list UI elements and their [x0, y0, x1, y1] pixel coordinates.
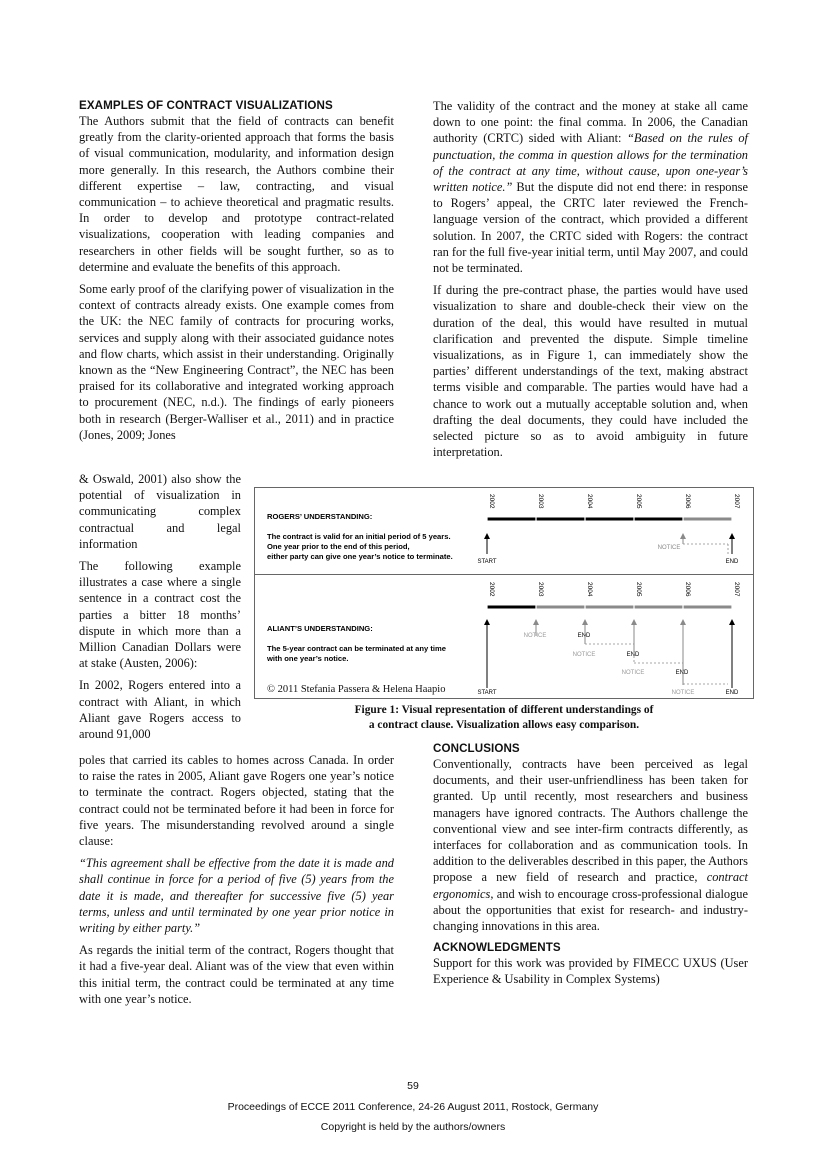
aliant-end-label: END	[675, 670, 689, 676]
quote	[79, 855, 394, 936]
text-run: But the dispute did not end there: in response to Rogers’ appeal, the CRTC later reviewed the French-language version of the contract, which provided a different solution. In 2007, the CRTC sided with Rogers: the contract ran for the full five-year initial term, until May 2007, and could not be terminated.	[433, 180, 748, 276]
rogers-year-label: 2004	[586, 494, 593, 509]
aliant-end-label: END	[725, 690, 739, 696]
rogers-line2: One year prior to the end of this period,	[267, 542, 410, 551]
rogers-year-label: 2006	[684, 494, 691, 509]
paragraph: In 2002, Rogers entered into a contract with Aliant, in which Aliant gave Rogers access to around 91,000	[79, 678, 241, 742]
right-column	[433, 98, 748, 466]
aliant-notice-arrow-head	[533, 619, 539, 625]
aliant-notice-label: NOTICE	[671, 690, 695, 696]
rogers-notice-label: NOTICE	[657, 545, 681, 551]
text-run: Conventionally, contracts have been perceived as legal documents, and their user-unfriendliness has been taken for granted. Up until recently, most researchers and business managers have ignored contracts. The Authors challenge the conventional view and see inter-firm contracts differently, as interfaces for collaboration and as communication tools. In addition to the deliverables described in this paper, the Authors propose a new field of research and practice,	[433, 757, 748, 885]
aliant-notice-arrow-head	[582, 619, 588, 625]
aliant-line1: The 5-year contract can be terminated at any time	[267, 644, 446, 653]
aliant-title: ALIANT’S UNDERSTANDING:	[267, 624, 373, 633]
aliant-notice-arrow-head	[680, 619, 686, 625]
paragraph: Some early proof of the clarifying power of visualization in the context of contracts already exists. One example comes from the UK: the NEC family of contracts for procuring works, services and supply along with their associated guidance notes and flow charts, which assist in their understanding. Originally known as the “New Engineering Contract”, the NEC has been praised for its collaborative and integrated working approach to procurement (NEC, n.d.). The findings of early pioneers both in research (Berger-Walliser et al., 2011) and in practice (Jones, 2009; Jones	[79, 282, 394, 442]
crtc-quote: “Based on the rules of punctuation, the comma in question allows for the termination of the contract at any time, without cause, upon one-year’s written notice.”	[433, 131, 748, 195]
rogers-start-label: START	[477, 559, 497, 565]
text-run: , and wish to encourage cross-professional dialogue about the opportunities that exist for research- and industry-changing innovations in this area.	[433, 886, 748, 934]
rogers-end-label: END	[725, 559, 739, 565]
section-heading-acknowledgments: ACKNOWLEDGMENTS	[433, 941, 561, 955]
paragraph: The following example illustrates a case where a single sentence in a contract cost the parties a bitter 18 months’ dispute in which more than a Million Canadian Dollars were at stake (Austen, 2006):	[79, 559, 241, 671]
aliant-year-label: 2003	[537, 582, 544, 597]
aliant-end-arrow-head	[729, 619, 735, 625]
page-number: 59	[407, 1080, 419, 1092]
paragraph: The Authors submit that the field of contracts can benefit greatly from the clarity-oriented approach that forms the basis of visual communication, modularity, and information design more generally. In this research, the Authors combine their different expertise – law, contracting, and visual communication – to achieve theoretical and pragmatic results. In order to develop and prototype contract-related visualizations, cooperation with leading companies and researchers in other fields will be sought further, so as to determine and evaluate the benefits of this approach.	[79, 114, 394, 274]
figure-1	[254, 487, 754, 699]
figure-caption	[254, 703, 754, 732]
paragraph: If during the pre-contract phase, the parties would have used visualization to share and double-check their view on the duration of the deal, this would have resulted in mutual clarification and prevented the dispute. Simple timeline visualizations, as in Figure 1, can immediately show the parties’ different understandings of the text, making abstract terms visible and comparable. The parties would have had a chance to work out a mutually acceptable solution and, when drafting the deal documents, they could have included the selected picture so as to avoid ambiguity in future interpretation.	[433, 283, 748, 460]
proceedings-line: Proceedings of ECCE 2011 Conference, 24-26 August 2011, Rostock, Germany	[227, 1101, 599, 1113]
aliant-year-label: 2002	[488, 582, 495, 597]
aliant-end-label: END	[626, 652, 640, 658]
rogers-year-label: 2002	[488, 494, 495, 509]
copyright-line: Copyright is held by the authors/owners	[320, 1121, 506, 1133]
rogers-year-label: 2007	[733, 494, 740, 509]
aliant-start-label: START	[477, 690, 497, 696]
section-heading-examples: EXAMPLES OF CONTRACT VISUALIZATIONS	[79, 99, 333, 112]
text-run: The validity of the contract and the money at stake all came down to one point: the final comma. In 2006, the Canadian authority (CRTC) sided with Aliant:	[433, 99, 748, 146]
rogers-year-label: 2005	[635, 494, 642, 509]
section-heading-conclusions: CONCLUSIONS	[433, 742, 520, 755]
caption-line-2: a contract clause. Visualization allows easy comparison.	[368, 718, 640, 731]
aliant-year-label: 2006	[684, 582, 691, 597]
figure-copyright: © 2011 Stefania Passera & Helena Haapio	[267, 684, 446, 695]
timeline-diagram	[255, 488, 753, 698]
caption-line-1: Figure 1: Visual representation of different understandings of	[354, 704, 654, 716]
aliant-start-arrow-head	[484, 619, 490, 625]
rogers-notice-arrow-head	[680, 533, 686, 539]
aliant-year-label: 2004	[586, 582, 593, 597]
aliant-notice-label: NOTICE	[523, 633, 547, 639]
paragraph: & Oswald, 2001) also show the potential of visualization in communicating complex contractual and legal information	[79, 472, 241, 551]
rogers-line1: The contract is valid for an initial period of 5 years.	[267, 532, 451, 541]
aliant-notice-label: NOTICE	[621, 670, 645, 676]
paragraph	[433, 756, 748, 934]
aliant-year-label: 2007	[733, 582, 740, 597]
right-column-lower	[433, 741, 748, 994]
emphasis: contract ergonomics	[433, 870, 748, 901]
aliant-year-label: 2005	[635, 582, 642, 597]
paragraph	[433, 98, 748, 276]
quote-text: “This agreement shall be effective from the date it is made and shall continue in force for a period of five (5) years from the date it is made, and thereafter for successive five (5) year terms, unless and until terminated by one year prior notice in writing by either party.”	[79, 856, 394, 936]
aliant-notice-arrow-head	[631, 619, 637, 625]
rogers-year-label: 2003	[537, 494, 544, 509]
paragraph: Support for this work was provided by FIMECC UXUS (User Experience & Usability in Complex Systems)	[433, 956, 748, 987]
left-column-lower	[79, 752, 394, 1013]
paragraph: poles that carried its cables to homes across Canada. In order to raise the rates in 2005, Aliant gave Rogers one year’s notice to terminate the contract. Rogers objected, stating that the contract could not be terminated before it had been in force for five years. The misunderstanding revolved around a single clause:	[79, 753, 394, 849]
rogers-line3: either party can give one year’s notice to terminate.	[267, 552, 453, 561]
rogers-end-arrow-head	[729, 533, 735, 539]
aliant-end-label: END	[577, 633, 591, 639]
rogers-title: ROGERS’ UNDERSTANDING:	[267, 512, 373, 521]
aliant-line2: with one year’s notice.	[267, 654, 349, 663]
paragraph: As regards the initial term of the contract, Rogers thought that it had a five-year deal. Aliant was of the view that even within this initial term, the contract could be terminated at any time with one year’s notice.	[79, 943, 394, 1006]
aliant-notice-label: NOTICE	[572, 652, 596, 658]
left-column	[79, 98, 394, 443]
rogers-start-arrow-head	[484, 533, 490, 539]
left-column-narrow	[79, 471, 241, 742]
